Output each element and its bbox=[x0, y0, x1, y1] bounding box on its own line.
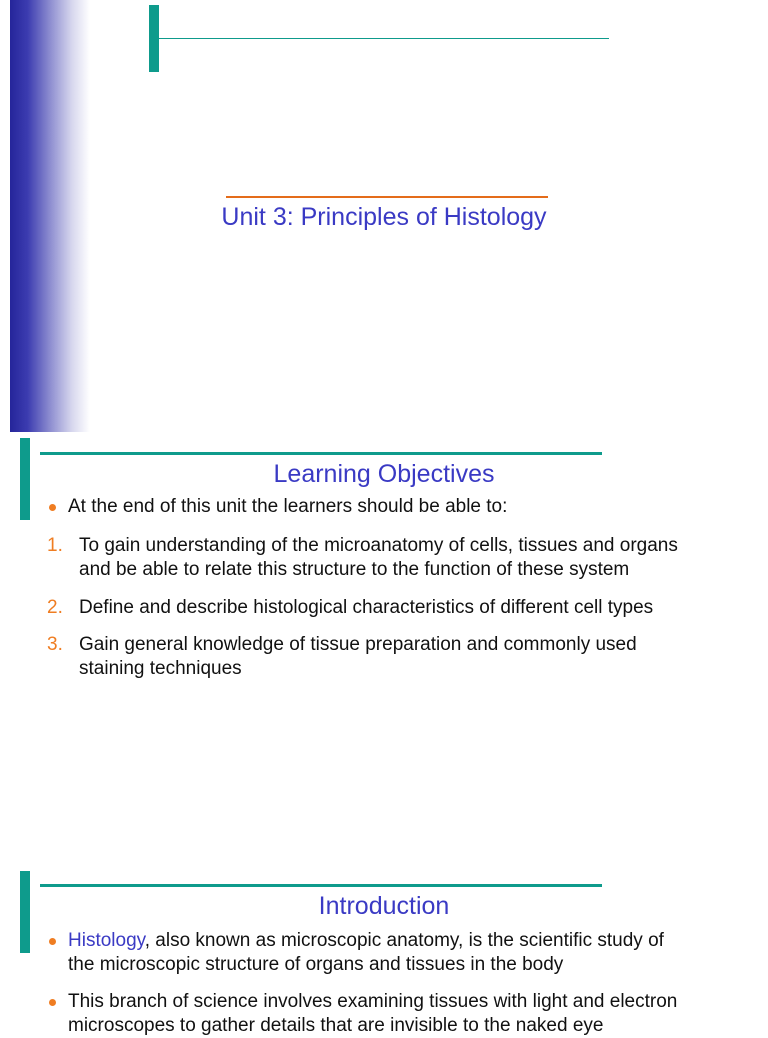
bullet-text-rest: , also known as microscopic anatomy, is the scientific study of bbox=[144, 930, 664, 951]
intro-bullet-text: At the end of this unit the learners should be able to: bbox=[68, 496, 508, 517]
slide-accent-horizontal bbox=[40, 884, 602, 887]
title-slide bbox=[0, 0, 768, 432]
intro-bullet-text-line: microscopes to gather details that are invisible to the naked eye bbox=[68, 1015, 604, 1036]
unit-title: Unit 3: Principles of Histology bbox=[221, 203, 547, 231]
slide-title: Learning Objectives bbox=[273, 460, 495, 488]
objective-text-line: Gain general knowledge of tissue preparation and commonly used bbox=[79, 634, 637, 655]
objective-number: 3. bbox=[47, 634, 63, 655]
bullet-dot bbox=[49, 999, 56, 1006]
bullet-dot bbox=[49, 504, 56, 511]
objective-text-line: To gain understanding of the microanatomy of cells, tissues and organs bbox=[79, 535, 678, 556]
objective-text-line: and be able to relate this structure to the function of these system bbox=[79, 559, 630, 580]
slide-accent-horizontal bbox=[40, 452, 602, 455]
objective-number: 1. bbox=[47, 535, 63, 556]
intro-bullet-text-line: the microscopic structure of organs and tissues in the body bbox=[68, 954, 564, 975]
objective-number: 2. bbox=[47, 597, 63, 618]
histology-term: Histology bbox=[68, 930, 145, 951]
slide-accent-horizontal bbox=[159, 38, 609, 39]
bullet-dot bbox=[49, 938, 56, 945]
intro-bullet-text-line bbox=[68, 929, 730, 953]
slide-title: Introduction bbox=[318, 892, 450, 920]
slide-accent-vertical bbox=[149, 5, 159, 72]
title-underline bbox=[226, 196, 548, 198]
intro-bullet-text-line: This branch of science involves examining tissues with light and electron bbox=[68, 991, 678, 1012]
objective-text-line: Define and describe histological characteristics of different cell types bbox=[79, 597, 654, 618]
objective-text-line: staining techniques bbox=[79, 658, 242, 679]
